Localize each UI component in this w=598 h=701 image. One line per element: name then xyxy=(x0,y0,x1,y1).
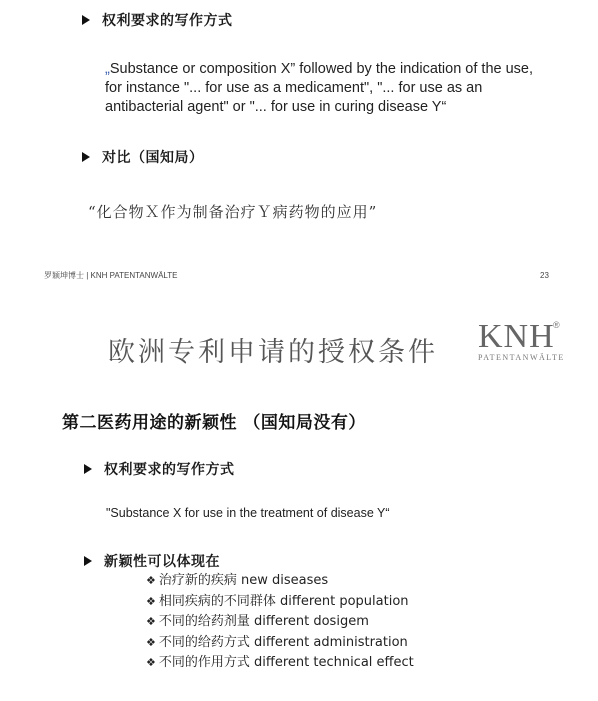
diamond-bullet-icon: ❖ xyxy=(146,574,156,587)
slide1-page-number: 23 xyxy=(540,271,549,280)
slide1-chinese-quote: “化合物Ｘ作为制备治疗Ｙ病药物的应用” xyxy=(88,203,378,221)
novelty-list xyxy=(146,571,414,674)
list-item xyxy=(146,571,414,592)
claim-line-2: for instance "... for use as a medicament", "... for use as an xyxy=(105,80,483,96)
logo-subtitle: PATENTANWÄLTE xyxy=(478,353,565,362)
diamond-bullet-icon: ❖ xyxy=(146,594,156,608)
claim-line-3: antibacterial agent" or "... for use in curing disease Y“ xyxy=(105,99,447,115)
list-item-text: 治疗新的疾病 new diseases xyxy=(158,573,329,588)
logo-text: KNH xyxy=(478,318,555,355)
slide2-title: 欧洲专利申请的授权条件 xyxy=(108,337,438,368)
slide1-footer-left: 罗颖坤博士 | KNH PATENTANWÄLTE xyxy=(44,271,178,280)
knh-logo xyxy=(478,318,568,362)
list-item xyxy=(146,633,414,654)
open-quote-mark: „ xyxy=(105,61,110,77)
heading-label: 权利要求的写作方式 xyxy=(102,13,233,29)
heading-label: 对比（国知局） xyxy=(102,150,204,166)
list-item xyxy=(146,592,414,613)
slide1-heading-comparison xyxy=(82,147,204,167)
claim-line-1-text: Substance or composition X” followed by the indication of the use, xyxy=(109,61,534,77)
list-item xyxy=(146,653,414,674)
slide1-claim-text xyxy=(105,60,575,117)
slide2-heading-novelty xyxy=(84,551,220,571)
arrow-bullet-icon xyxy=(82,152,90,162)
arrow-bullet-icon xyxy=(84,556,92,566)
list-item-text: 相同疾病的不同群体 different population xyxy=(158,593,409,609)
diamond-bullet-icon: ❖ xyxy=(146,615,156,628)
diamond-bullet-icon: ❖ xyxy=(146,656,156,669)
arrow-bullet-icon xyxy=(82,15,90,25)
heading-label: 新颖性可以体现在 xyxy=(104,554,220,570)
diamond-bullet-icon: ❖ xyxy=(146,635,156,649)
list-item xyxy=(146,612,414,633)
claim-line-1 xyxy=(105,60,575,79)
arrow-bullet-icon xyxy=(84,464,92,474)
heading-label: 权利要求的写作方式 xyxy=(104,462,235,478)
slide2-heading-claim-format xyxy=(84,459,235,479)
slide2-claim-text: "Substance X for use in the treatment of disease Y“ xyxy=(106,506,390,520)
list-item-text: 不同的作用方式 different technical effect xyxy=(158,655,414,670)
list-item-text: 不同的给药方式 different administration xyxy=(158,634,408,650)
slide1-heading-claim-format xyxy=(82,10,233,30)
list-item-text: 不同的给药剂量 different dosigem xyxy=(158,614,369,629)
slide2-section-title: 第二医药用途的新颖性 （国知局没有） xyxy=(62,413,366,433)
registered-mark: ® xyxy=(553,320,560,330)
